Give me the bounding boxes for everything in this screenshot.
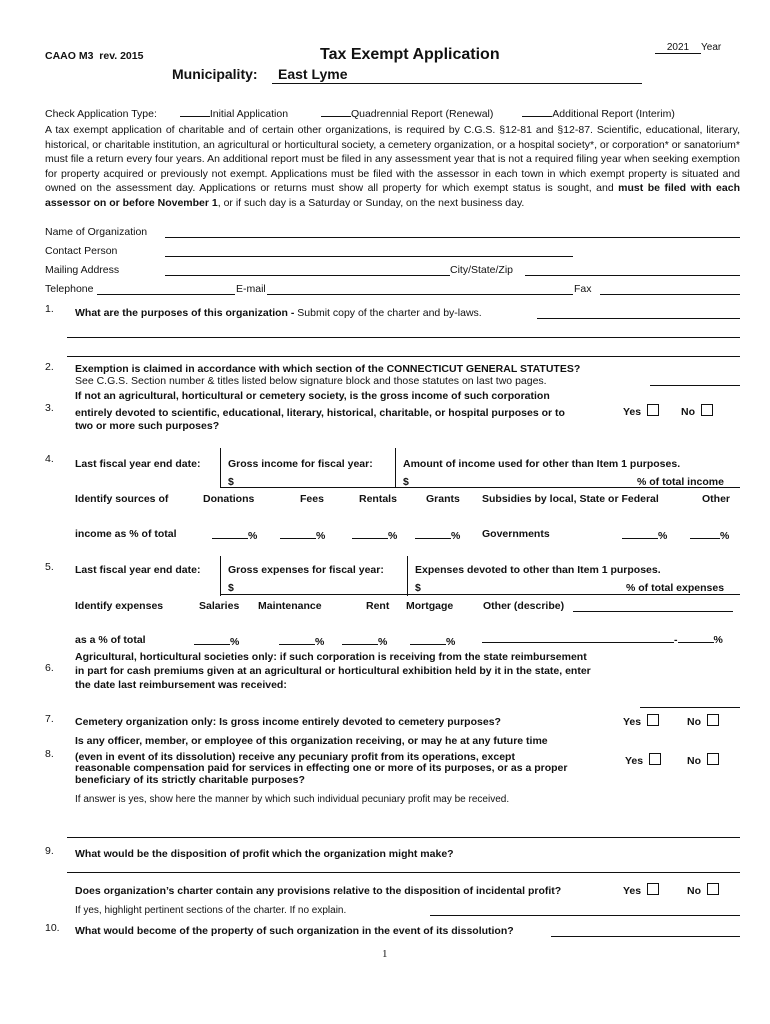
additional-report-option: Additional Report (Interim) (552, 108, 675, 120)
q5-gross-expenses-label: Gross expenses for fiscal year: (228, 564, 384, 576)
q8-number: 8. (45, 748, 54, 760)
email-field[interactable] (267, 294, 573, 295)
q3-intro: If not an agricultural, horticultural or cemetery society, is the gross income of such corporation (75, 390, 550, 402)
quadrennial-report-option: Quadrennial Report (Renewal) (350, 108, 494, 120)
q4-gross-income-label: Gross income for fiscal year: (228, 458, 373, 470)
q1-answer-field-2[interactable] (67, 337, 740, 338)
q5-fiscal-label: Last fiscal year end date: (75, 564, 201, 576)
contact-person-label: Contact Person (45, 245, 118, 257)
q1-answer-field-1[interactable] (537, 318, 740, 319)
q3-yes[interactable]: Yes (623, 404, 659, 418)
q5-expense-mortgage: Mortgage (406, 600, 454, 612)
q7-no[interactable]: No (687, 714, 719, 728)
q5-expense-other: Other (describe) (483, 600, 565, 612)
email-label: E-mail (236, 283, 266, 295)
q8-answer-field[interactable] (67, 837, 740, 838)
q10-number: 10. (45, 922, 60, 934)
q2-statute-field[interactable] (650, 385, 740, 386)
initial-application-option: Initial Application (209, 108, 289, 120)
municipality-field[interactable] (272, 83, 642, 84)
q5-as-pct-label: as a % of total (75, 634, 146, 646)
q8-question-line3: reasonable compensation paid for services in effecting one or more of its purposes, or as a proper (75, 762, 568, 774)
q9-no[interactable]: No (687, 883, 719, 897)
q1-question: What are the purposes of this organization - Submit copy of the charter and by-laws. (75, 307, 482, 319)
q5-gross-dollar: $ (228, 582, 234, 594)
q5-pct-salaries[interactable]: % (194, 636, 239, 648)
q4-source-grants: Grants (426, 493, 460, 505)
mailing-address-field[interactable] (165, 275, 450, 276)
q5-other-describe-field[interactable] (573, 611, 733, 612)
q5-expense-salaries: Salaries (199, 600, 240, 612)
q9-answer-field[interactable] (67, 872, 740, 873)
q6-question-line1: Agricultural, horticultural societies only: if such corporation is receiving from the state reimbursement (75, 651, 587, 663)
q4-identify-label: Identify sources of (75, 493, 169, 505)
q4-income-pct-label: income as % of total (75, 528, 177, 540)
q4-amount-row-line[interactable] (220, 487, 740, 488)
q5-identify-label: Identify expenses (75, 600, 164, 612)
q4-source-subsidies: Subsidies by local, State or Federal (482, 493, 659, 505)
organization-name-field[interactable] (165, 237, 740, 238)
additional-report-blank[interactable] (522, 116, 552, 117)
q3-no-checkbox[interactable] (701, 404, 713, 416)
q4-gross-dollar: $ (228, 476, 234, 488)
application-type-label: Check Application Type: (45, 108, 157, 120)
q7-yes-checkbox[interactable] (647, 714, 659, 726)
q5-expense-maintenance: Maintenance (258, 600, 322, 612)
application-type-row (45, 108, 675, 120)
q6-date-field[interactable] (640, 707, 740, 708)
q4-pct-rentals[interactable]: % (352, 530, 397, 542)
q5-pct-mortgage[interactable]: % (410, 636, 455, 648)
q7-question: Cemetery organization only: Is gross income entirely devoted to cemetery purposes? (75, 716, 501, 728)
q4-pct-other[interactable]: % (690, 530, 729, 542)
q6-question-line3: the date last reimbursement was received: (75, 679, 287, 691)
q4-governments-label: Governments (482, 528, 550, 540)
q2-note: See C.G.S. Section number & titles listed below signature block and those statutes on last two pages. (75, 375, 547, 387)
initial-application-blank[interactable] (180, 116, 210, 117)
municipality-value: East Lyme (278, 66, 348, 82)
page-number: 1 (382, 948, 388, 960)
q3-number: 3. (45, 402, 54, 414)
q9-highlight-note: If yes, highlight pertinent sections of the charter. If no explain. (75, 905, 347, 916)
q8-yes-checkbox[interactable] (649, 753, 661, 765)
q5-divider-2 (407, 556, 408, 596)
q5-pct-maintenance[interactable]: % (279, 636, 324, 648)
q7-no-checkbox[interactable] (707, 714, 719, 726)
q4-pct-grants[interactable]: % (415, 530, 460, 542)
q9-number: 9. (45, 845, 54, 857)
q6-question-line2: in part for cash premiums given at an agricultural or horticultural exhibition held by it in the state, enter (75, 665, 591, 677)
q2-number: 2. (45, 361, 54, 373)
q4-pct-subsidies[interactable]: % (622, 530, 667, 542)
q5-pct-total-expenses: % of total expenses (626, 582, 725, 594)
year-value: 2021 (655, 42, 701, 54)
q9-yes[interactable]: Yes (623, 883, 659, 897)
q4-fiscal-label: Last fiscal year end date: (75, 458, 201, 470)
q9-charter-question: Does organization’s charter contain any provisions relative to the disposition of incidental profit? (75, 885, 562, 897)
year-field[interactable] (655, 42, 721, 54)
q7-yes[interactable]: Yes (623, 714, 659, 728)
q5-devoted-label: Expenses devoted to other than Item 1 purposes. (415, 564, 661, 576)
telephone-field[interactable] (97, 294, 235, 295)
q4-number: 4. (45, 453, 54, 465)
q9-explain-field[interactable] (430, 915, 740, 916)
q2-question: Exemption is claimed in accordance with which section of the CONNECTICUT GENERAL STATUTES? (75, 363, 581, 375)
q4-pct-total-income: % of total income (637, 476, 724, 488)
q6-number: 6. (45, 662, 54, 674)
q8-question-line1: Is any officer, member, or employee of this organization receiving, or may he at any future time (75, 735, 548, 747)
q5-pct-other[interactable]: - % (482, 634, 723, 646)
q8-no[interactable]: No (687, 753, 719, 767)
q8-yes[interactable]: Yes (625, 753, 661, 767)
q10-question: What would become of the property of such organization in the event of its dissolution? (75, 925, 514, 937)
form-id: CAAO M3 rev. 2015 (45, 50, 144, 62)
fax-label: Fax (574, 283, 592, 295)
organization-name-label: Name of Organization (45, 226, 148, 238)
municipality-label: Municipality: (172, 66, 258, 82)
telephone-label: Telephone (45, 283, 94, 295)
q5-pct-rent[interactable]: % (342, 636, 387, 648)
q4-divider-2 (395, 448, 396, 488)
q4-amount-dollar: $ (403, 476, 409, 488)
q5-devoted-dollar: $ (415, 582, 421, 594)
q4-source-other: Other (702, 493, 731, 505)
q4-source-rentals: Rentals (359, 493, 397, 505)
page-title: Tax Exempt Application (320, 46, 500, 63)
q7-number: 7. (45, 713, 54, 725)
q9-question: What would be the disposition of profit which the organization might make? (75, 848, 454, 860)
city-state-zip-label: City/State/Zip (450, 264, 514, 276)
q1-number: 1. (45, 303, 54, 315)
q8-note: If answer is yes, show here the manner by which such individual pecuniary profit may be received. (75, 794, 510, 805)
q3-no[interactable]: No (681, 404, 713, 418)
q4-pct-fees[interactable]: % (280, 530, 325, 542)
year-label: Year (701, 42, 722, 53)
city-state-zip-field[interactable] (525, 275, 740, 276)
q9-no-checkbox[interactable] (707, 883, 719, 895)
quadrennial-report-blank[interactable] (321, 116, 351, 117)
q5-number: 5. (45, 561, 54, 573)
fax-field[interactable] (600, 294, 740, 295)
mailing-address-label: Mailing Address (45, 264, 120, 276)
q5-amount-row-line[interactable] (220, 594, 740, 595)
intro-paragraph: A tax exempt application of charitable and of certain other organizations, is required by C.G.S. §12-81 and §12-87. Scientific, educational, literary, historical, or charitable institution, an agricultural or horticultural society, a cemetery organization, or a hospital society*, or corporation* or sanatorium* must file a return every four years. An additional report must be filed in any assessment year that is not a required filing year when seeking exemption for property acquired or previously not exempt. Applications must be filed with the assessor in each town in which exempt property is situated and owned on the assessment day. Applications or returns must show all property for which exempt status is sought, and must be filed with each assessor on or before November 1, or if such day is a Saturday or Sunday, on the next business day. (45, 124, 740, 209)
q4-amount-label: Amount of income used for other than Item 1 purposes. (403, 458, 681, 470)
q9-yes-checkbox[interactable] (647, 883, 659, 895)
q3-question-line1: entirely devoted to scientific, educational, literary, historical, charitable, or hospital purposes or to (75, 407, 565, 419)
q4-pct-donations[interactable]: % (212, 530, 257, 542)
q8-question-line4: beneficiary of its strictly charitable purposes? (75, 774, 305, 786)
contact-person-field[interactable] (165, 256, 573, 257)
q3-yes-checkbox[interactable] (647, 404, 659, 416)
q3-question-line2: two or more such purposes? (75, 420, 220, 432)
q10-answer-field[interactable] (551, 936, 740, 937)
q5-expense-rent: Rent (366, 600, 390, 612)
q4-divider-1 (220, 448, 221, 488)
q1-answer-field-3[interactable] (67, 356, 740, 357)
q5-divider-1 (220, 556, 221, 596)
q4-source-donations: Donations (203, 493, 255, 505)
q8-question-line2: (even in event of its dissolution) receive any pecuniary profit from its operations, except (75, 751, 515, 763)
q4-source-fees: Fees (300, 493, 324, 505)
q8-no-checkbox[interactable] (707, 753, 719, 765)
